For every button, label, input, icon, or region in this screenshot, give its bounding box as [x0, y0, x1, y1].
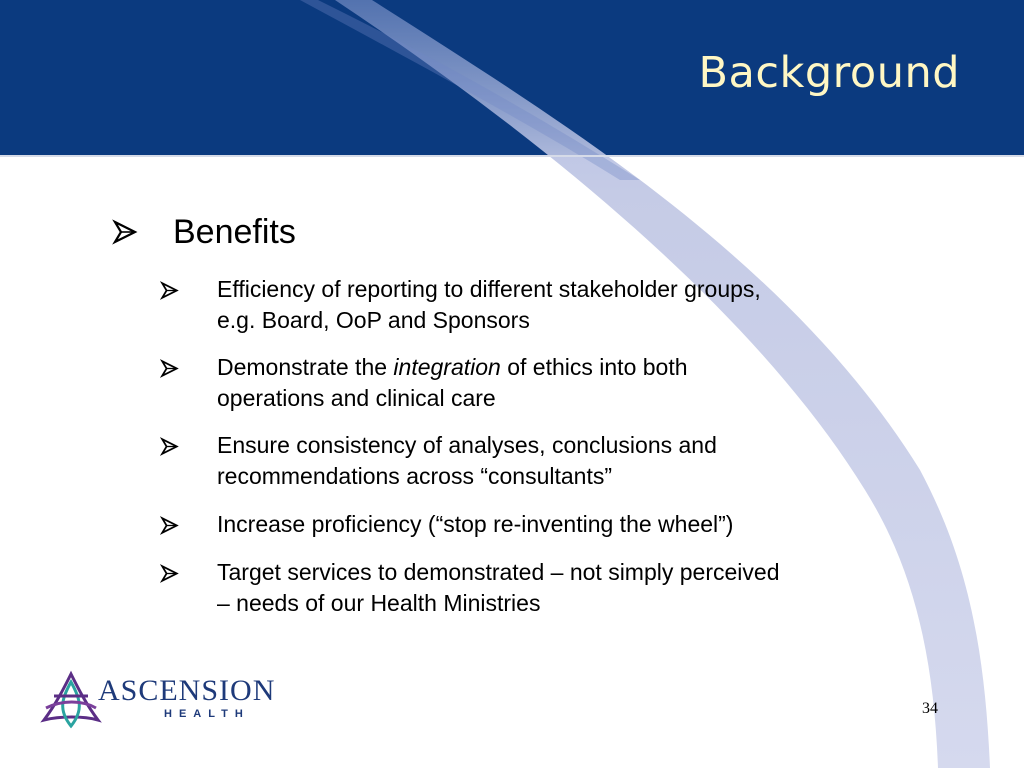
arrow-bullet-icon — [112, 219, 138, 245]
bullet-text — [217, 430, 937, 492]
bullet-line: – needs of our Health Ministries — [217, 590, 541, 616]
bullet-line: operations and clinical care — [217, 385, 496, 411]
bullet-text-emphasis: integration — [393, 354, 501, 380]
bullet-heading-label: Benefits — [173, 213, 296, 251]
bullet-line: Ensure consistency of analyses, conclusions and — [217, 432, 717, 458]
logo-sub-text: HEALTH — [164, 708, 250, 720]
bullet-line: e.g. Board, OoP and Sponsors — [217, 307, 530, 333]
ascension-health-logo — [40, 670, 276, 730]
bullet-text — [217, 352, 937, 414]
bullet-text-post: of ethics into both — [500, 354, 688, 380]
bullet-text — [217, 509, 937, 540]
bullet-text — [217, 557, 937, 619]
page-number: 34 — [922, 700, 938, 717]
slide-title: Background — [698, 48, 960, 98]
arrow-bullet-icon — [160, 437, 179, 456]
ascension-trinity-logo-icon — [40, 670, 102, 730]
bullet-line: Efficiency of reporting to different stakeholder groups, — [217, 276, 761, 302]
arrow-bullet-icon — [160, 564, 179, 583]
arrow-bullet-icon — [160, 281, 179, 300]
bullet-line: recommendations across “consultants” — [217, 463, 612, 489]
bullet-line — [217, 352, 937, 383]
header-divider — [0, 155, 1024, 157]
arrow-bullet-icon — [160, 359, 179, 378]
bullet-line: Increase proficiency (“stop re-inventing the wheel”) — [217, 511, 734, 537]
bullet-text-pre: Demonstrate the — [217, 354, 394, 380]
logo-brand-text: ASCENSION — [98, 674, 276, 707]
arrow-bullet-icon — [160, 516, 179, 535]
bullet-text — [217, 274, 937, 336]
bullet-line: Target services to demonstrated – not simply perceived — [217, 559, 780, 585]
